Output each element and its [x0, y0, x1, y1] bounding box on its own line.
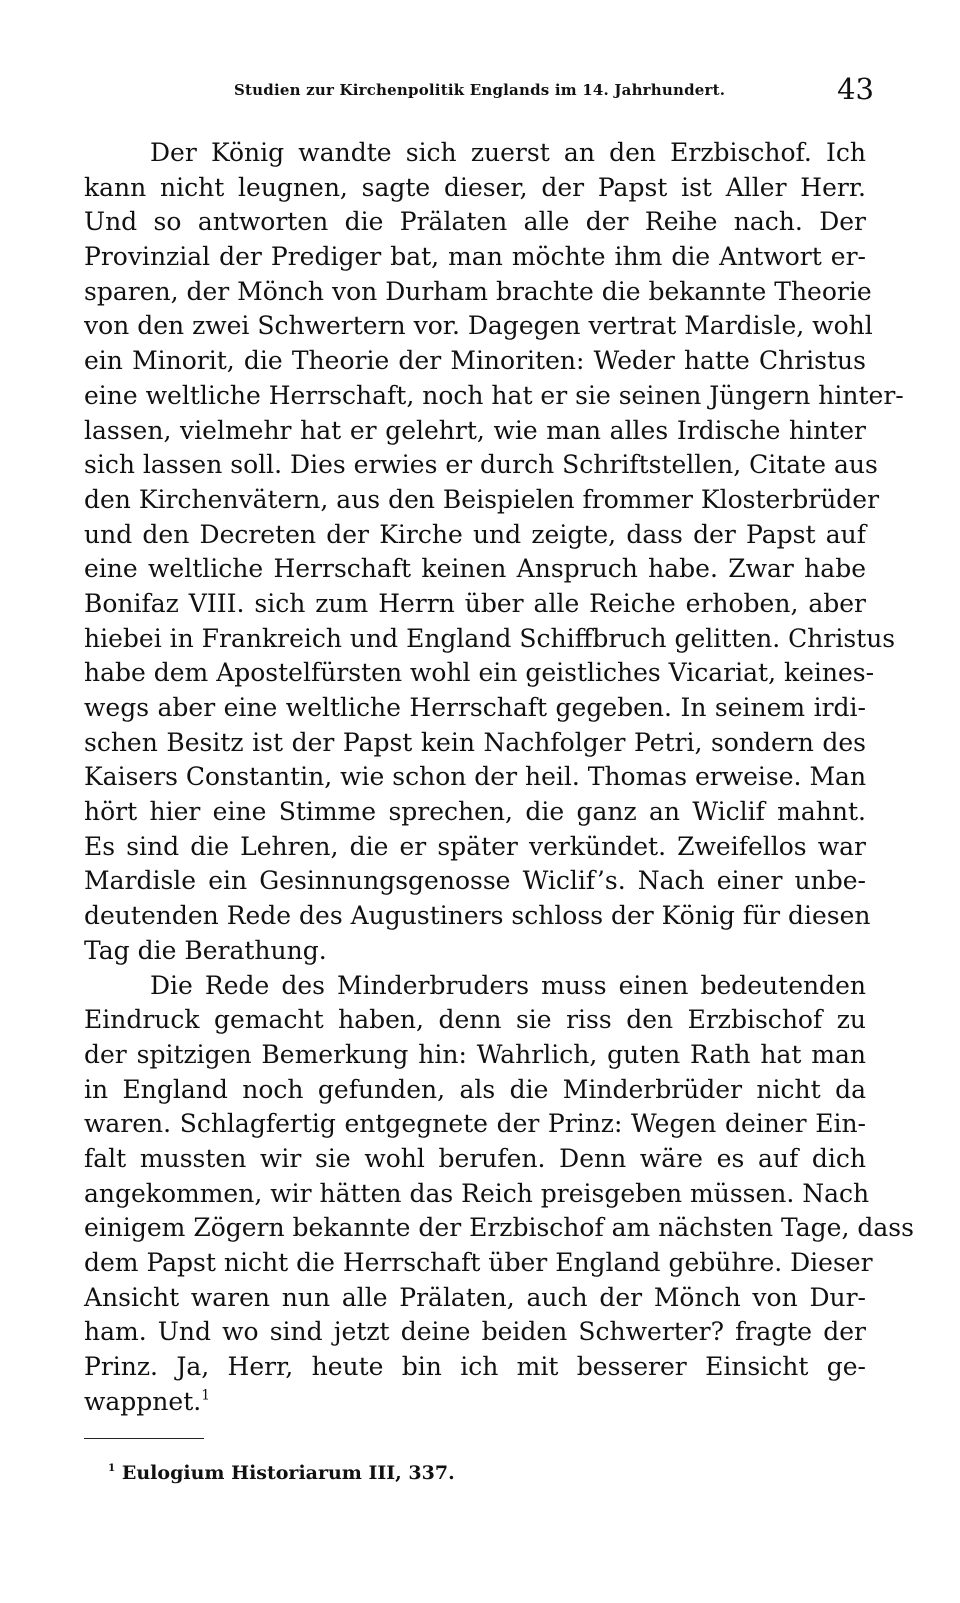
footnote	[108, 1462, 455, 1484]
text-line: falt mussten wir sie wohl berufen. Denn wäre es auf dich	[84, 1143, 866, 1173]
text-line: Bonifaz VIII. sich zum Herrn über alle Reiche erhoben, aber	[84, 588, 866, 618]
text-line: einigem Zögern bekannte der Erzbischof am nächsten Tage, dass	[84, 1213, 914, 1243]
text-line: Die Rede des Minderbruders muss einen bedeutenden	[150, 970, 866, 1000]
footnote-marker: 1	[108, 1462, 116, 1475]
text-line: Es sind die Lehren, die er später verkündet. Zweifellos war	[84, 831, 866, 861]
text-line: kann nicht leugnen, sagte dieser, der Papst ist Aller Herr.	[84, 172, 866, 202]
running-title: Studien zur Kirchenpolitik Englands im 14. Jahrhundert.	[234, 81, 726, 99]
text-line: ein Minorit, die Theorie der Minoriten: Weder hatte Christus	[84, 346, 866, 376]
text-line: und den Decreten der Kirche und zeigte, dass der Papst auf	[84, 519, 866, 549]
text-line: schen Besitz ist der Papst kein Nachfolger Petri, sondern des	[84, 727, 866, 757]
text-line: in England noch gefunden, als die Minderbrüder nicht da	[84, 1074, 866, 1104]
text-line: sich lassen soll. Dies erwies er durch Schriftstellen, Citate aus	[84, 450, 878, 480]
text-line: von den zwei Schwertern vor. Dagegen vertrat Mardisle, wohl	[84, 311, 873, 341]
text-line: hört hier eine Stimme sprechen, die ganz an Wiclif mahnt.	[84, 797, 866, 827]
text-line: ham. Und wo sind jetzt deine beiden Schwerter? fragte der	[84, 1317, 866, 1347]
text-line: eine weltliche Herrschaft keinen Anspruch habe. Zwar habe	[84, 554, 866, 584]
text-line: habe dem Apostelfürsten wohl ein geistliches Vicariat, keines-	[84, 658, 875, 688]
text-line: Der König wandte sich zuerst an den Erzbischof. Ich	[150, 138, 866, 167]
text-line: wegs aber eine weltliche Herrschaft gegeben. In seinem irdi-	[84, 693, 866, 722]
text-line: Und so antworten die Prälaten alle der Reihe nach. Der	[84, 207, 866, 237]
running-header	[234, 72, 874, 104]
text-line: eine weltliche Herrschaft, noch hat er sie seinen Jüngern hinter-	[84, 380, 904, 410]
text-line: waren. Schlagfertig entgegnete der Prinz: Wegen deiner Ein-	[84, 1109, 866, 1139]
text-line: der spitzigen Bemerkung hin: Wahrlich, guten Rath hat man	[84, 1039, 866, 1069]
text-line: Mardisle ein Gesinnungsgenosse Wiclif’s. Nach einer unbe-	[84, 866, 866, 896]
text-line: deutenden Rede des Augustiners schloss der König für diesen	[84, 901, 871, 931]
footnote-text: Eulogium Historiarum III, 337.	[121, 1462, 455, 1484]
body-text	[84, 136, 914, 1419]
text-line: Provinzial der Prediger bat, man möchte ihm die Antwort er-	[84, 242, 866, 272]
footnote-rule	[84, 1438, 204, 1439]
footnote-reference[interactable]: 1	[201, 1387, 210, 1404]
text-line: Kaisers Constantin, wie schon der heil. Thomas erweise. Man	[84, 762, 867, 792]
text-line-final-words: wappnet.	[84, 1386, 202, 1416]
text-line: Eindruck gemacht haben, denn sie riss den Erzbischof zu	[84, 1005, 866, 1035]
text-line: lassen, vielmehr hat er gelehrt, wie man alles Irdische hinter	[84, 415, 866, 445]
text-line: den Kirchenvätern, aus den Beispielen frommer Klosterbrüder	[84, 484, 880, 514]
text-line: dem Papst nicht die Herrschaft über England gebühre. Dieser	[84, 1248, 873, 1277]
text-line: hiebei in Frankreich und England Schiffbruch gelitten. Christus	[84, 623, 896, 653]
text-line: Prinz. Ja, Herr, heute bin ich mit besserer Einsicht ge-	[84, 1352, 866, 1382]
text-line: sparen, der Mönch von Durham brachte die bekannte Theorie	[84, 276, 872, 306]
text-line: Tag die Berathung.	[84, 935, 327, 965]
text-line: angekommen, wir hätten das Reich preisgeben müssen. Nach	[84, 1178, 870, 1208]
text-line: Ansicht waren nun alle Prälaten, auch der Mönch von Dur-	[84, 1282, 866, 1312]
page-number: 43	[837, 72, 874, 106]
text-line-final	[84, 1385, 866, 1420]
